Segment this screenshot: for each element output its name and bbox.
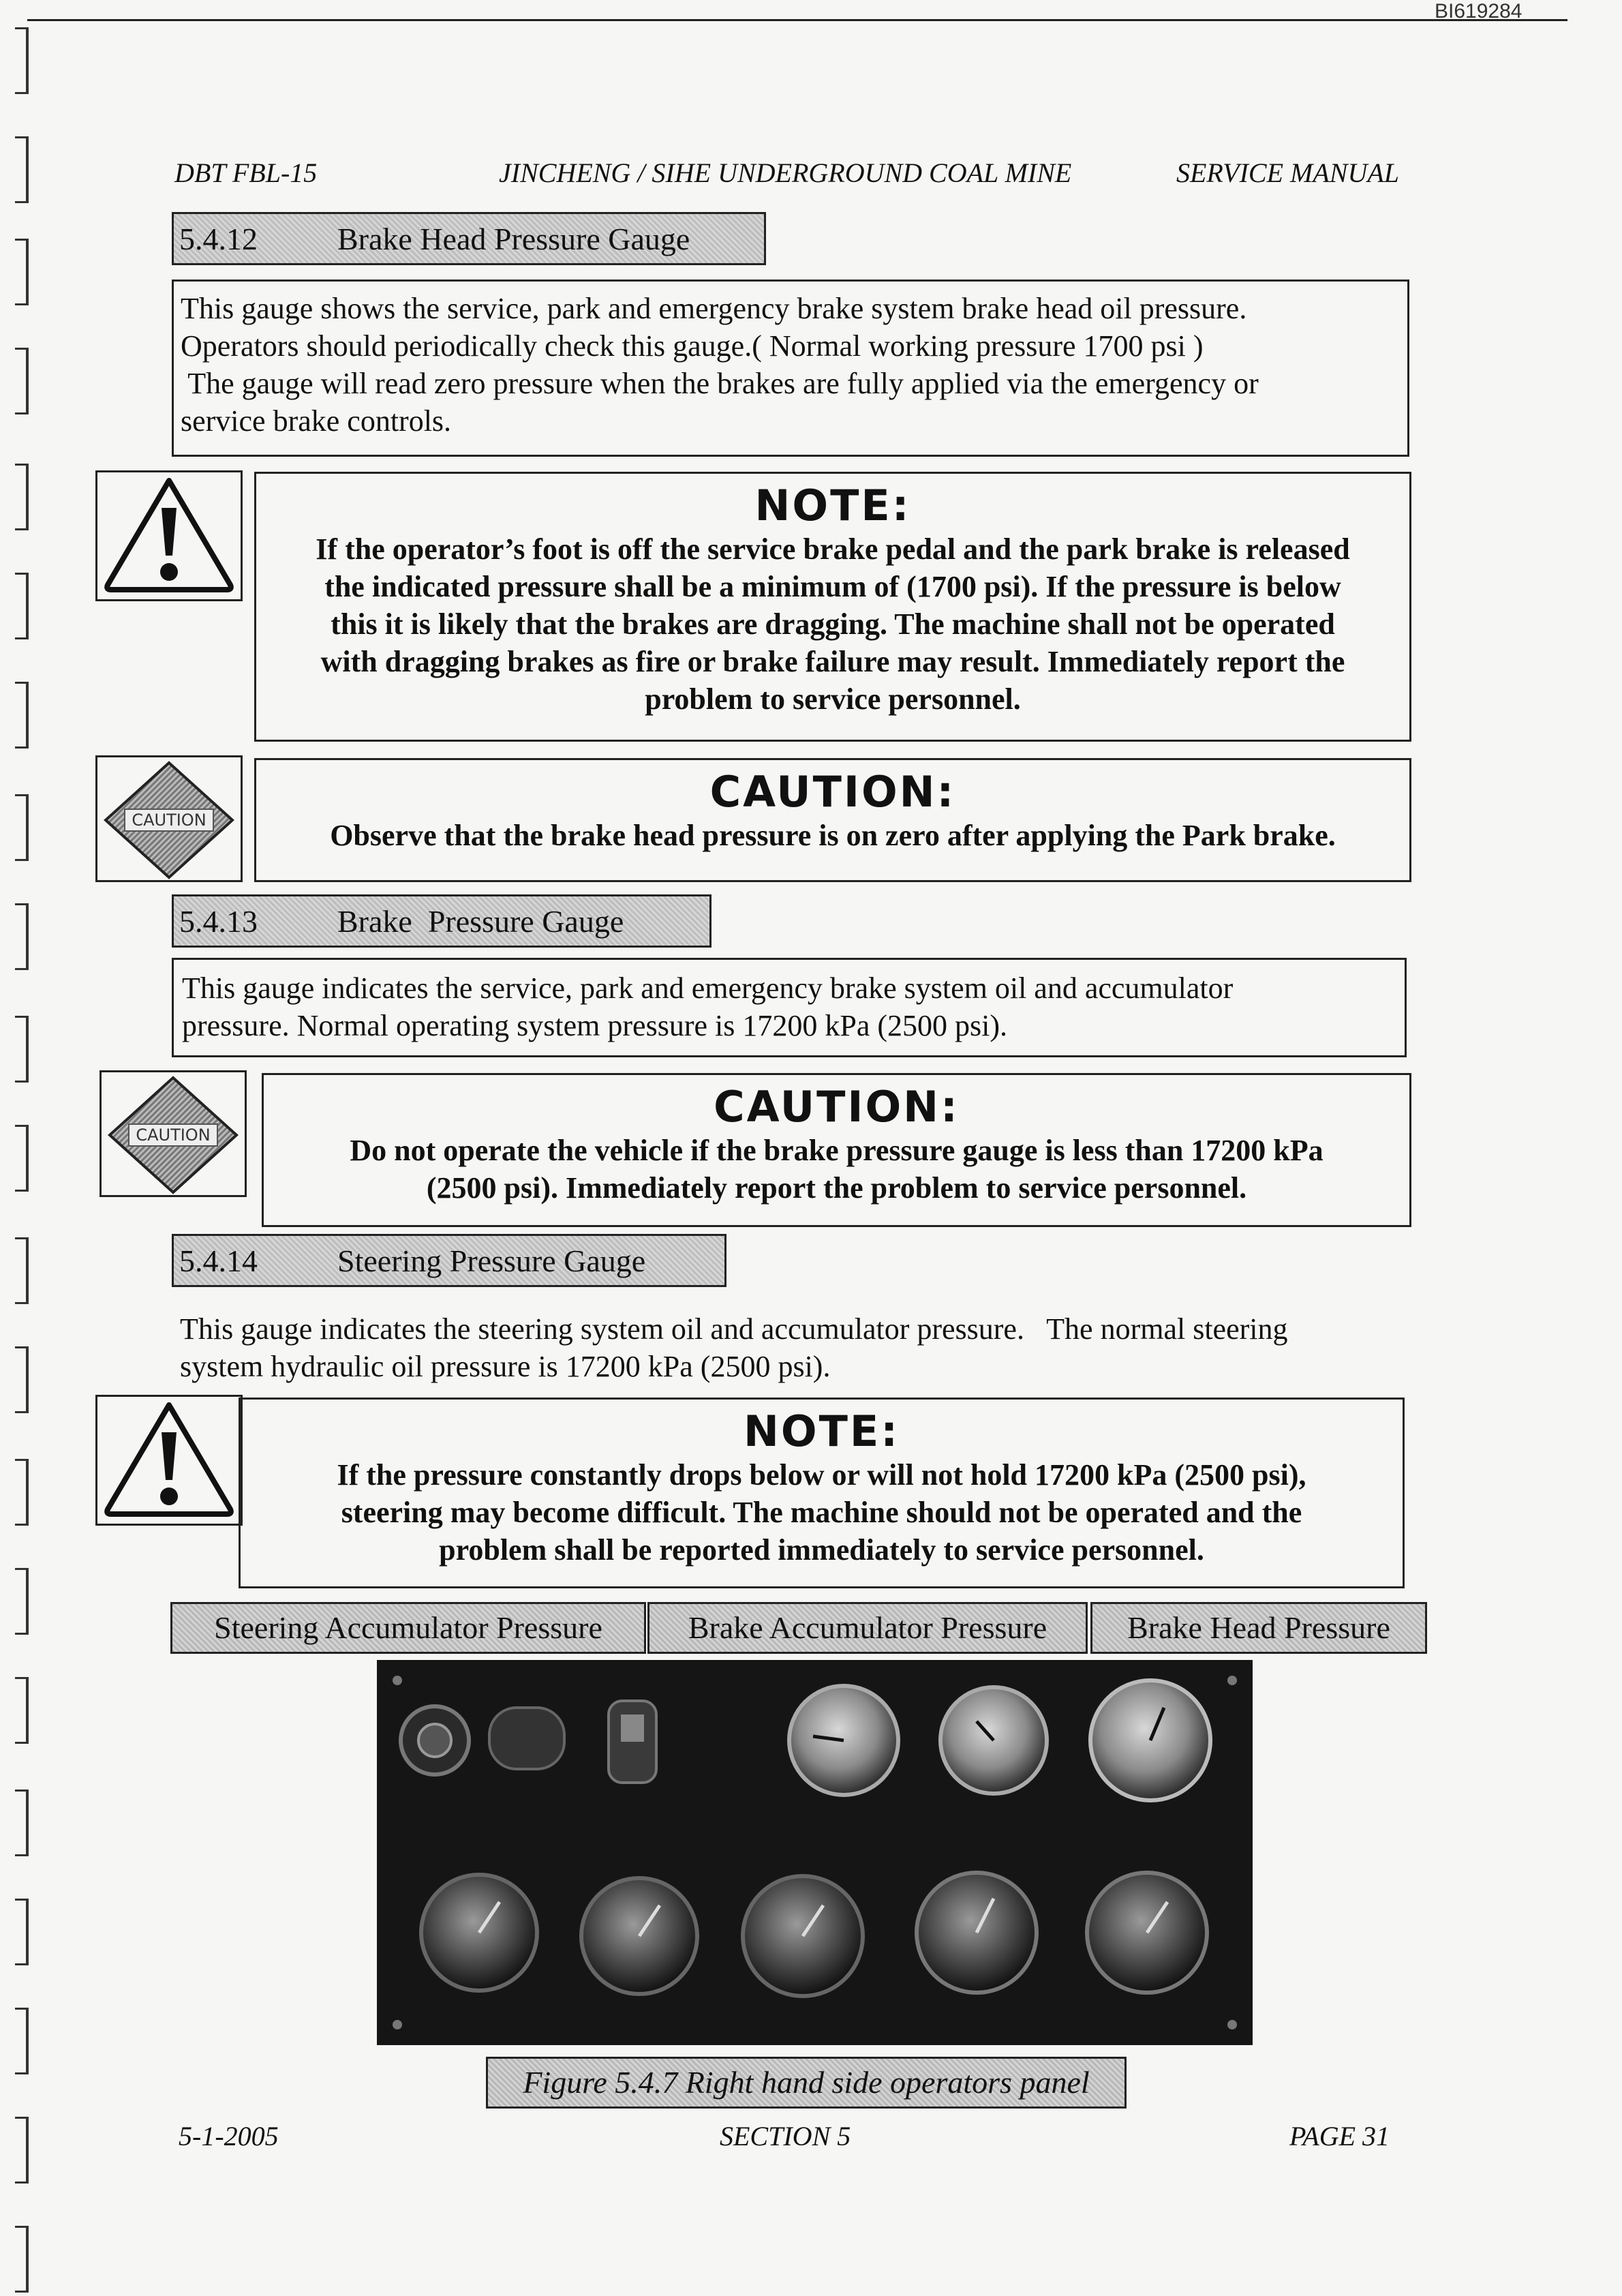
- caution-icon-box: [100, 1070, 247, 1197]
- note-line: problem shall be reported immediately to service personnel.: [439, 1533, 1204, 1567]
- body-line: This gauge indicates the steering system oil and accumulator pressure. The normal steering: [180, 1312, 1288, 1346]
- note-line: this it is likely that the brakes are dragging. The machine shall not be operated: [331, 607, 1335, 641]
- document-id: BI619284: [1435, 0, 1522, 22]
- section-number: 5.4.14: [179, 1243, 258, 1278]
- note-line: steering may become difficult. The machine should not be operated and the: [341, 1496, 1302, 1529]
- section-number: 5.4.12: [179, 221, 258, 256]
- photo-label-brake-head: Brake Head Pressure: [1090, 1602, 1427, 1654]
- caution-line: Observe that the brake head pressure is on zero after applying the Park brake.: [330, 819, 1336, 852]
- gauge-icon: [940, 1687, 1047, 1794]
- operator-panel-photo: [377, 1660, 1253, 2045]
- switch-icon: [489, 1708, 564, 1769]
- footer-section: SECTION 5: [720, 2121, 851, 2151]
- note-line: If the pressure constantly drops below or will not hold 17200 kPa (2500 psi),: [337, 1458, 1306, 1492]
- note-line: If the operator’s foot is off the service brake pedal and the park brake is released: [316, 532, 1350, 566]
- note-title: NOTE:: [743, 1406, 900, 1456]
- figure-caption: Figure 5.4.7 Right hand side operators panel: [486, 2057, 1127, 2109]
- footer-page: PAGE 31: [1289, 2121, 1390, 2151]
- gauge-icon: [421, 1875, 537, 1991]
- note-line: problem to service personnel.: [645, 682, 1021, 716]
- section-body-5-4-12: [172, 280, 1409, 457]
- switch-icon: [609, 1701, 656, 1783]
- note-line: with dragging brakes as fire or brake failure may result. Immediately report the: [320, 645, 1345, 678]
- caution-box-2: [262, 1073, 1411, 1227]
- warning-icon-box: [95, 1395, 243, 1526]
- section-number: 5.4.13: [179, 903, 258, 939]
- section-heading-5-4-14: [172, 1234, 726, 1287]
- section-heading-5-4-12: [172, 212, 766, 265]
- caution-icon-label: CAUTION: [132, 811, 206, 830]
- section-body-5-4-13: [172, 958, 1407, 1057]
- caution-text: [256, 817, 1409, 854]
- footer-date: 5-1-2005: [179, 2121, 279, 2151]
- gauge-icon: [581, 1878, 697, 1994]
- body-line: service brake controls.: [181, 404, 452, 438]
- caution-diamond-icon: [97, 757, 241, 880]
- note-title: NOTE:: [754, 481, 911, 530]
- header-center: JINCHENG / SIHE UNDERGROUND COAL MINE: [499, 157, 1072, 188]
- section-title: Brake Pressure Gauge: [337, 903, 624, 939]
- header-right: SERVICE MANUAL: [1176, 157, 1400, 188]
- switch-icon: [401, 1706, 469, 1774]
- body-line: Operators should periodically check this gauge.( Normal working pressure 1700 psi ): [181, 329, 1204, 363]
- gauge-icon: [789, 1686, 898, 1795]
- warning-triangle-icon: [97, 1397, 241, 1524]
- warning-icon-box: [95, 470, 243, 601]
- section-body-5-4-14: [180, 1310, 1413, 1385]
- note-box-1: [254, 472, 1411, 742]
- gauge-icon: [743, 1876, 863, 1996]
- body-line: system hydraulic oil pressure is 17200 kPa (2500 psi).: [180, 1350, 831, 1383]
- header-left: DBT FBL-15: [174, 157, 318, 188]
- note-text: [256, 530, 1409, 718]
- caution-box-1: [254, 758, 1411, 882]
- gauge-icon: [917, 1873, 1037, 1993]
- gauge-panel-illustration: [377, 1660, 1253, 2045]
- body-line: pressure. Normal operating system pressure is 17200 kPa (2500 psi).: [182, 1009, 1008, 1042]
- gauge-icon: [1090, 1680, 1210, 1800]
- caution-title: CAUTION:: [709, 767, 956, 817]
- caution-icon-label: CAUTION: [136, 1126, 211, 1145]
- body-line: This gauge indicates the service, park and emergency brake system oil and accumulator: [182, 971, 1234, 1005]
- note-text: [241, 1456, 1403, 1569]
- section-heading-5-4-13: [172, 894, 711, 948]
- caution-text: [264, 1132, 1409, 1207]
- section-title: Brake Head Pressure Gauge: [337, 221, 690, 256]
- caution-line: (2500 psi). Immediately report the problem to service personnel.: [426, 1171, 1247, 1205]
- body-line: This gauge shows the service, park and emergency brake system brake head oil pressure.: [181, 292, 1247, 325]
- caution-title: CAUTION:: [714, 1082, 960, 1132]
- body-line: The gauge will read zero pressure when the brakes are fully applied via the emergency or: [181, 367, 1259, 400]
- caution-line: Do not operate the vehicle if the brake pressure gauge is less than 17200 kPa: [350, 1134, 1323, 1167]
- note-line: the indicated pressure shall be a minimum of (1700 psi). If the pressure is below: [324, 570, 1341, 603]
- photo-label-brake-accumulator: Brake Accumulator Pressure: [647, 1602, 1088, 1654]
- section-title: Steering Pressure Gauge: [337, 1243, 646, 1278]
- note-box-2: [239, 1398, 1405, 1588]
- top-rule: [27, 19, 1567, 21]
- warning-triangle-icon: [97, 472, 241, 599]
- photo-label-steering-accumulator: Steering Accumulator Pressure: [170, 1602, 646, 1654]
- gauge-icon: [1087, 1873, 1207, 1993]
- caution-icon-box: [95, 755, 243, 882]
- caution-diamond-icon: [102, 1072, 245, 1195]
